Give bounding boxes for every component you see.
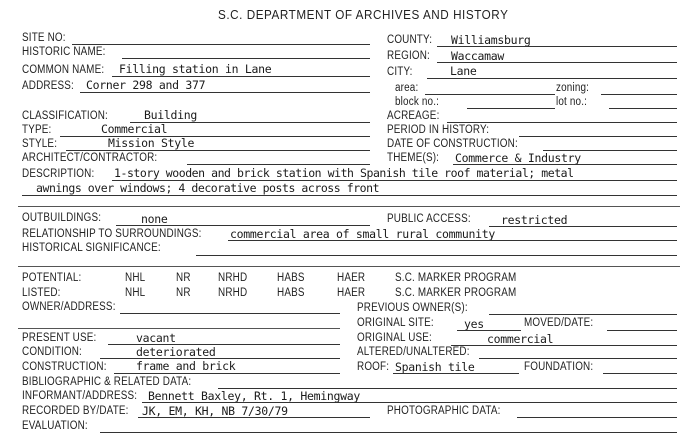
original-site-label: ORIGINAL SITE:: [357, 317, 434, 329]
relationship-label: RELATIONSHIP TO SURROUNDINGS:: [22, 228, 202, 240]
potential-label: POTENTIAL:: [22, 272, 82, 284]
public-access-line: [489, 226, 677, 227]
previous-owners-label: PREVIOUS OWNER(S):: [357, 302, 468, 314]
construction-line: [114, 373, 340, 374]
recorded-label: RECORDED BY/DATE:: [22, 405, 129, 417]
site-no-label: SITE NO:: [22, 32, 66, 44]
roof-value: Spanish tile: [395, 360, 475, 374]
construction-value: frame and brick: [136, 359, 236, 373]
listed-nr: NR: [176, 287, 191, 299]
original-use-value: commercial: [487, 332, 554, 346]
city-value: Lane: [450, 64, 477, 78]
present-use-value: vacant: [136, 331, 176, 345]
present-use-label: PRESENT USE:: [22, 332, 97, 344]
region-value: Waccamaw: [451, 49, 504, 63]
type-line: [60, 136, 370, 137]
architect-label: ARCHITECT/CONTRACTOR:: [22, 152, 158, 164]
roof-line: [393, 373, 519, 374]
original-site-value: yes: [464, 317, 484, 331]
common-name-line: [112, 76, 370, 77]
foundation-label: FOUNDATION:: [524, 361, 594, 373]
address-value: Corner 298 and 377: [86, 78, 206, 92]
zoning-line: [601, 94, 677, 95]
photographic-label: PHOTOGRAPHIC DATA:: [387, 405, 501, 417]
city-label: CITY:: [387, 66, 413, 78]
form-title: S.C. DEPARTMENT OF ARCHIVES AND HISTORY: [218, 7, 509, 22]
informant-value: Bennett Baxley, Rt. 1, Hemingway: [148, 389, 360, 403]
potential-nrhd: NRHD: [218, 272, 248, 284]
address-line: [80, 92, 370, 93]
outbuildings-line: [116, 225, 370, 226]
roof-label: ROOF:: [357, 361, 390, 373]
theme-label: THEME(S):: [387, 152, 440, 164]
potential-haer: HAER: [337, 272, 366, 284]
listed-label: LISTED:: [22, 287, 61, 299]
classification-label: CLASSIFICATION:: [22, 110, 108, 122]
original-site-line: [457, 330, 521, 331]
section-divider-1: [18, 206, 680, 207]
potential-nhl: NHL: [125, 272, 146, 284]
original-use-line: [451, 345, 677, 346]
block-no-label: block no.:: [395, 96, 440, 108]
type-value: Commercial: [101, 122, 168, 136]
architect-line: [187, 164, 370, 165]
potential-habs: HABS: [277, 272, 305, 284]
construction-label: CONSTRUCTION:: [22, 361, 107, 373]
listed-nrhd: NRHD: [218, 287, 248, 299]
historical-significance-label: HISTORICAL SIGNIFICANCE:: [22, 242, 161, 254]
listed-haer: HAER: [337, 287, 366, 299]
historic-name-label: HISTORIC NAME:: [22, 46, 106, 58]
theme-value: Commerce & Industry: [455, 151, 581, 165]
acreage-line: [447, 122, 677, 123]
owner-address-label: OWNER/ADDRESS:: [22, 301, 116, 313]
public-access-value: restricted: [501, 213, 568, 227]
date-construction-label: DATE OF CONSTRUCTION:: [387, 138, 518, 150]
relationship-line: [228, 240, 677, 241]
lot-no-line: [609, 108, 677, 109]
listed-habs: HABS: [277, 287, 305, 299]
lot-no-label: lot no.:: [556, 96, 588, 108]
listed-marker: S.C. MARKER PROGRAM: [395, 287, 517, 299]
description-label: DESCRIPTION:: [22, 168, 95, 180]
county-line: [437, 46, 677, 47]
section-divider-2: [18, 266, 680, 267]
potential-marker: S.C. MARKER PROGRAM: [395, 272, 517, 284]
relationship-value: commercial area of small rural community: [230, 227, 495, 241]
site-no-line: [72, 44, 370, 45]
style-value: Mission Style: [108, 136, 195, 150]
type-label: TYPE:: [22, 124, 52, 136]
informant-label: INFORMANT/ADDRESS:: [22, 390, 138, 402]
area-line: [425, 94, 555, 95]
recorded-value: JK, EM, KH, NB 7/30/79: [142, 404, 288, 418]
area-label: area:: [395, 82, 419, 94]
zoning-label: zoning:: [556, 82, 590, 94]
region-line: [437, 62, 677, 63]
description-line-2: awnings over windows; 4 decorative posts across front: [36, 181, 380, 195]
recorded-line: [138, 417, 370, 418]
region-label: REGION:: [387, 50, 430, 62]
moved-date-label: MOVED/DATE:: [524, 317, 594, 329]
evaluation-label: EVALUATION:: [22, 420, 88, 432]
original-use-label: ORIGINAL USE:: [357, 332, 432, 344]
historic-name-line: [122, 58, 370, 59]
city-line: [427, 78, 677, 79]
description-line-1: 1-story wooden and brick station with Spanish tile roof material; metal: [114, 166, 574, 180]
period-line: [519, 136, 677, 137]
county-label: COUNTY:: [387, 34, 433, 46]
description-line-2-rule: [22, 195, 677, 196]
owner-address-line: [120, 313, 340, 314]
county-value: Williamsburg: [451, 33, 531, 47]
previous-owners-line: [489, 314, 677, 315]
informant-line: [142, 402, 677, 403]
address-label: ADDRESS:: [22, 80, 74, 92]
altered-label: ALTERED/UNALTERED:: [357, 346, 470, 358]
common-name-label: COMMON NAME:: [22, 64, 105, 76]
theme-line: [453, 164, 677, 165]
historical-significance-line: [196, 255, 677, 256]
public-access-label: PUBLIC ACCESS:: [387, 213, 471, 225]
altered-line: [479, 358, 677, 359]
outbuildings-label: OUTBUILDINGS:: [22, 212, 102, 224]
section-divider-3: [18, 328, 340, 329]
classification-value: Building: [144, 108, 197, 122]
style-label: STYLE:: [22, 138, 58, 150]
bibliographic-label: BIBLIOGRAPHIC & RELATED DATA:: [22, 376, 192, 388]
condition-value: deteriorated: [136, 345, 216, 359]
block-no-line: [467, 108, 555, 109]
period-label: PERIOD IN HISTORY:: [387, 124, 490, 136]
potential-nr: NR: [176, 272, 191, 284]
condition-label: CONDITION:: [22, 346, 82, 358]
acreage-label: ACREAGE:: [387, 110, 440, 122]
moved-date-line: [607, 330, 677, 331]
foundation-line: [603, 373, 677, 374]
common-name-value: Filling station in Lane: [119, 62, 272, 76]
outbuildings-value: none: [141, 212, 168, 226]
evaluation-line: [100, 432, 677, 433]
listed-nhl: NHL: [125, 287, 146, 299]
photographic-line: [517, 417, 677, 418]
style-line: [66, 150, 370, 151]
